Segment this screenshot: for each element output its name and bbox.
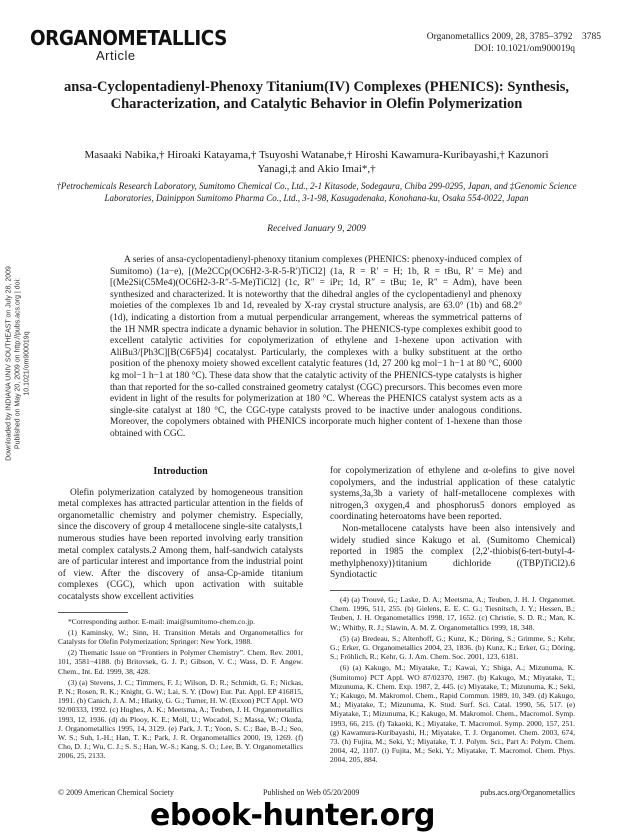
article-title: ansa-Cyclopentadienyl-Phenoxy Titanium(IV) Complexes (PHENICS): Synthesis, Characterization, and Catalytic Behavior in Olefin Polymerization	[64, 79, 569, 112]
intro-paragraph: Olefin polymerization catalyzed by homogeneous transition metal complexes has attracted particular attention in the fields of organometallic chemistry and polymer chemistry. Especially, since the discovery of group 4 metallocene single-site catalysts,1 numerous studies have been reported involving early transition metal complex catalysts.2 Among them, half-sandwich catalysts are of particular interest and importance from the industrial point of view. After the discovery of ansa-Cp-amide titanium complexes (CGC), which upon activation with suitable cocatalysts show excellent activities	[58, 487, 303, 602]
affiliations: †Petrochemicals Research Laboratory, Sumitomo Chemical Co., Ltd., 2-1 Kitasode, Sodegaura, Chiba 299-0295, Japan, and ‡Genomic Science Laboratories, Dainippon Sumitomo Pharma Co., Ltd., 3-1-98, Kasugadenaka, Konohana-ku, Osaka 554-0022, Japan	[56, 181, 577, 203]
page-number: 3785	[582, 32, 601, 42]
footnote: (5) (a) Bredeau, S.; Altenhoff, G.; Kunz, K.; Döring, S.; Grimme, S.; Kehr, G.; Erker, G. Organometallics 2004, 23, 1836. (b) Kunz, K.; Erker, G.; Döring, S.; Fröhlich, R.; Kehr, G. J. Am. Chem. Soc. 2001, 123, 6181.	[330, 633, 575, 662]
article-label: Article	[96, 48, 136, 63]
footnote: (6) (a) Kakugo, M.; Miyatake, T.; Kawai, Y.; Shiga, A.; Mizunuma, K. (Sumitomo) PCT Appl. WO 87/02370, 1987. (b) Kakugo, M.; Miyatake, T.; Mizunuma, K. Chem. Exp. 1987, 2, 445. (c) Miyatake, T.; Mizunuma, K.; Seki, Y.; Kakugo, M. Makromol. Chem., Rapid Commun. 1989, 10, 349. (d) Kakugo, M.; Miyatake, T.; Mizunuma, K. Stud. Surf. Sci. Catal. 1990, 56, 517. (e) Miyatake, T.; Mizunuma, K.; Kakugo, M. Makromol. Chem., Macromol. Symp. 1993, 66, 215. (f) Takaoki, K.; Miyatake, T. Macromol. Symp. 2000, 157, 251. (g) Kawamura-Kuribayashi, H.; Miyatake, T. J. Organomet. Chem. 2003, 674, 73. (h) Fujita, M.; Seki, Y.; Miyatake, T. J. Polym. Sci., Part A: Polym. Chem. 2004, 42, 1107. (i) Fujita, M.; Seki, Y.; Miyatake, T. Macromol. Chem. Phys. 2004, 205, 884.	[330, 663, 575, 765]
footnote: (3) (a) Stevens, J. C.; Timmers, F. J.; Wilson, D. R.; Schmidt, G. F.; Nickas, P. N.; Rosen, R. K.; Knight, G. W.; Lai, S. Y. (Dow) Eur. Pat. Appl. EP 416815, 1991. (b) Canich, J. A. M.; Hlatky, G. G.; Turner, H. W. (Exxon) PCT Appl. WO 92/00333, 1992. (c) Hughes, A. K.; Meetsma, A.; Teuben, J. H. Organometallics 1993, 12, 1936. (d) du Plooy, K. E.; Moll, U.; Wocadol, S.; Massa, W.; Okuda, J. Organometallics 1995, 14, 3129. (e) Park, J. T.; Yoon, S. C.; Bae, B.-J.; Seo, W. S.; Suh, I.-H.; Han, T. K.; Park, J. R. Organometallics 2000, 19, 1269. (f) Cho, D. J.; Wu, C. J.; S. S.; Han, W.-S.; Kang, S. O.; Lee, B. Y. Organometallics 2006, 25, 2133.	[58, 677, 303, 761]
citation: Organometallics 2009, 28, 3785–3792	[426, 32, 573, 42]
abstract-text: A series of ansa-cyclopentadienyl-phenoxy titanium complexes (PHENICS: phenoxy-induced complex of Sumitomo) (1a−e), [(Me2CCp(OC6H2-3-R-5-R′)TiCl2] (1a, R = R′ = H; 1b, R = tBu, R′ = Me) and [(Me2Si(C5Me4)(OC6H2-3-R″-5-Me)TiCl2] (1c, R″ = iPr; 1d, R″ = tBu; 1e, R″ = Adm), have been synthesized and characterized. It is noteworthy that the dihedral angles of the cyclopentadienyl and phenoxy moieties of the complexes 1b and 1d, revealed by X-ray crystal structure analysis, are 63.0° (1b) and 68.2° (1d), indicating a distortion from a mutual perpendicular arrangement, whereas the symmetrical patterns of the 1H NMR spectra indicate a dynamic behavior in solution. The PHENICS-type complexes exhibit good to excellent catalytic activities for copolymerization of ethylene and 1-hexene upon activation with AliBu3/[Ph3C][B(C6F5)4] cocatalyst. Particularly, the complexes with a bulky substituent at the ortho position of the phenoxy moiety showed excellent catalytic features (1d, 27 200 kg mol−1 h−1 at 80 °C, 6000 kg mol−1 h−1 at 180 °C). These data show that the catalytic activity of the PHENICS-type catalysts is higher than that reported for the so-called constrained geometry catalyst (CGC) precursors. This becomes even more evident in light of the results for polymerization at 180 °C. Whereas the PHENICS catalyst system acts as a single-site catalyst at 180 °C, the CGC-type catalysts proved to be inactive under analogous conditions. Moreover, the copolymers obtained with PHENICS incorporate much higher content of 1-hexene than those obtained with CGC.	[110, 255, 522, 439]
journal-url[interactable]: pubs.acs.org/Organometallics	[480, 788, 575, 797]
watermark: ebook-hunter.org	[150, 798, 435, 833]
authors: Masaaki Nabika,† Hiroaki Katayama,† Tsuyoshi Watanabe,† Hiroshi Kawamura-Kuribayashi,† Kazunori Yanagi,‡ and Akio Imai*,†	[84, 149, 549, 175]
sidebar-line-downloaded: Downloaded by INDIANA UNIV SOUTHEAST on July 28, 2009	[5, 266, 13, 461]
published-date: Published on Web 05/20/2009	[263, 788, 360, 797]
footnote-rule	[58, 612, 128, 613]
footnotes-left	[58, 617, 303, 761]
section-heading-introduction: Introduction	[153, 466, 208, 477]
intro-paragraph: Non-metallocene catalysts have been also intensively and widely studied since Kakugo et al. (Sumitomo Chemical) reported in 1985 the complex {2,2′-thiobis(6-tert-butyl-4-methylphenoxy)}titanium dichloride ((TBP)TiCl2).6 Syndiotactic	[330, 523, 575, 581]
footnote: (4) (a) Trouvé, G.; Laske, D. A.; Meetsma, A.; Teuben, J. H. J. Organomet. Chem. 1996, 511, 255. (b) Gielens, E. E. C. G.; Tiesnitsch, J. Y.; Hessen, B.; Teuben, J. H. Organometallics 1998, 17, 1652. (c) Christie, S. D. R.; Man, K. W.; Whitby, R. J.; Slawin, A. M. Z. Organometallics 1999, 18, 348.	[330, 594, 575, 632]
journal-logo: ORGANOMETALLICS	[30, 26, 227, 50]
sidebar-line-published: Published on May 20, 2009 on http://pubs.acs.org | doi: 10.1021/om900019q	[14, 277, 31, 450]
copyright: © 2009 American Chemical Society	[58, 788, 174, 797]
intro-paragraph-continued: for copolymerization of ethylene and α-olefins to give novel copolymers, and the industrial application of these catalytic systems,3a,3b a variety of half-metallocene complexes with nitrogen,3 oxygen,4 and phosphorus5 donors employed as coordinating heteroatoms have been reported.	[330, 466, 575, 523]
footnote: *Corresponding author. E-mail: imai@sumitomo-chem.co.jp.	[68, 616, 255, 626]
received-date: Received January 9, 2009	[267, 224, 366, 234]
right-column	[330, 466, 575, 767]
footnote-rule	[330, 590, 400, 591]
download-sidebar	[5, 254, 32, 474]
journal-header	[427, 31, 601, 55]
footnote: (2) Thematic Issue on “Frontiers in Polymer Chemistry”. Chem. Rev. 2001, 101, 3581−4188. (b) Britovsek, G. J. P.; Gibson, V. C.; Wass, D. F. Angew. Chem., Int. Ed. 1999, 38, 428.	[58, 648, 303, 676]
footnote: (1) Kaminsky, W.; Sinn, H. Transition Metals and Organometallics for Catalysts for Olefin Polymerization; Springer: New York, 1988.	[58, 627, 303, 646]
doi: DOI: 10.1021/om900019q	[474, 44, 575, 54]
footnotes-right	[330, 595, 575, 765]
abstract	[110, 255, 522, 441]
left-column	[58, 466, 303, 763]
